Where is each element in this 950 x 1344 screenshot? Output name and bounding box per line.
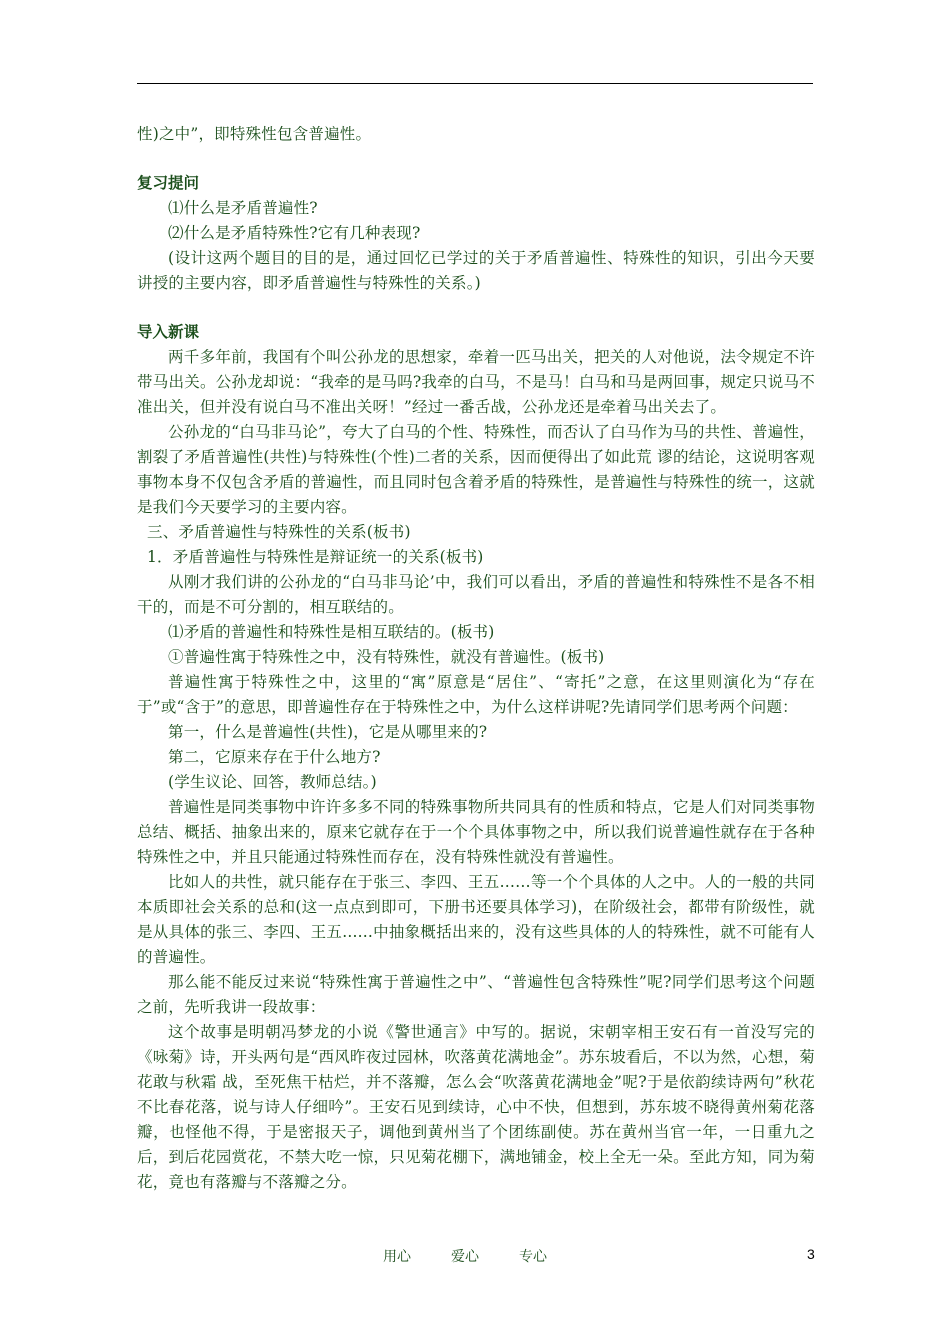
- intro-paragraph-10: 那么能不能反过来说“特殊性寓于普遍性之中”、“普遍性包含特殊性”呢?同学们思考这个问题之前，先听我讲一段故事：: [137, 973, 815, 1016]
- intro-paragraph-4: 普遍性寓于特殊性之中，这里的“寓”原意是“居住”、“寄托”之意，在这里则演化为“存在于”或“含于”的意思，即普遍性存在于特殊性之中，为什么这样讲呢?先请同学们思考两个问题：: [137, 673, 815, 716]
- footer-motto-3: 专心: [519, 1249, 547, 1265]
- intro-paragraph-6: 第二，它原来存在于什么地方?: [168, 748, 381, 766]
- document-body: [137, 122, 815, 1195]
- opening-line: 性)之中”，即特殊性包含普遍性。: [137, 125, 372, 143]
- review-question-1: ⑴什么是矛盾普遍性?: [168, 199, 318, 217]
- footer-motto-1: 用心: [383, 1249, 411, 1265]
- intro-paragraph-1: 两千多年前，我国有个叫公孙龙的思想家，牵着一匹马出关，把关的人对他说，法令规定不许带马出关。公孙龙却说：“我牵的是马吗?我牵的白马，不是马！白马和马是两回事，规定只说马不准出关，但并没有说白马不准出关呀！”经过一番舌战，公孙龙还是牵着马出关去了。: [137, 348, 815, 416]
- header-rule: [137, 83, 813, 84]
- footer-motto-2: 爱心: [451, 1249, 479, 1265]
- review-question-2: ⑵什么是矛盾特殊性?它有几种表现?: [168, 224, 421, 242]
- intro-paragraph-2: 公孙龙的“白马非马论”，夸大了白马的个性、特殊性，而否认了白马作为马的共性、普遍性，割裂了矛盾普遍性(共性)与特殊性(个性)二者的关系，因而便得出了如此荒 谬的结论，这说明客观事物本身不仅包含矛盾的普遍性，而且同时包含着矛盾的特殊性，是普遍性与特殊性的统一，这就是我们今天要学习的主要内容。: [137, 423, 815, 516]
- intro-paragraph-8: 普遍性是同类事物中许许多多不同的特殊事物所共同具有的性质和特点，它是人们对同类事物总结、概括、抽象出来的，原来它就存在于一个个具体事物之中，所以我们说普遍性就存在于各种特殊性之中，并且只能通过特殊性而存在，没有特殊性就没有普遍性。: [137, 798, 815, 866]
- section-title: 三、矛盾普遍性与特殊性的关系(板书): [147, 523, 411, 541]
- intro-paragraph-7: (学生议论、回答，教师总结。): [168, 773, 377, 791]
- intro-paragraph-9: 比如人的共性，就只能存在于张三、李四、王五……等一个个具体的人之中。人的一般的共同本质即社会关系的总和(这一点点到即可，下册书还要具体学习)，在阶级社会，都带有阶级性，就是从具体的张三、李四、王五......中抽象概括出来的，没有这些具体的人的特殊性，就不可能有人的普遍性。: [137, 873, 815, 966]
- review-heading: 复习提问: [137, 174, 200, 192]
- intro-paragraph-5: 第一，什么是普遍性(共性)，它是从哪里来的?: [168, 723, 488, 741]
- intro-paragraph-11: 这个故事是明朝冯梦龙的小说《警世通言》中写的。据说，宋朝宰相王安石有一首没写完的《咏菊》诗，开头两句是“西风昨夜过园林，吹落黄花满地金”。苏东坡看后，不以为然，心想，菊花敢与秋霜 战，至死焦干枯烂，并不落瓣，怎么会“吹落黄花满地金”呢?于是依韵续诗两句”秋花不比春花落，说与诗人仔细吟”。王安石见到续诗，心中不快，但想到，苏东坡不晓得黄州菊花落瓣，也怪他不得，于是密报天子，调他到黄州当了个团练副使。苏在黄州当官一年，一日重九之后，到后花园赏花，不禁大吃一惊，只见菊花棚下，满地铺金，校上全无一朵。至此方知，同为菊花，竟也有落瓣与不落瓣之分。: [137, 1023, 815, 1191]
- point-1: ⑴矛盾的普遍性和特殊性是相互联结的。(板书): [168, 623, 495, 641]
- point-1a: ①普遍性寓于特殊性之中，没有特殊性，就没有普遍性。(板书): [168, 648, 605, 666]
- intro-paragraph-3: 从刚才我们讲的公孙龙的“白马非马论’中，我们可以看出，矛盾的普遍性和特殊性不是各不相干的，而是不可分割的，相互联结的。: [137, 573, 815, 616]
- page-number: 3: [807, 1246, 815, 1262]
- intro-heading: 导入新课: [137, 323, 200, 341]
- review-note: (设计这两个题目的目的是，通过回忆已学过的关于矛盾普遍性、特殊性的知识，引出今天要讲授的主要内容，即矛盾普遍性与特殊性的关系。): [137, 249, 815, 292]
- page-footer: [0, 1246, 950, 1270]
- subsection-title: 1．矛盾普遍性与特殊性是辩证统一的关系(板书): [147, 548, 484, 566]
- footer-motto: [383, 1246, 587, 1266]
